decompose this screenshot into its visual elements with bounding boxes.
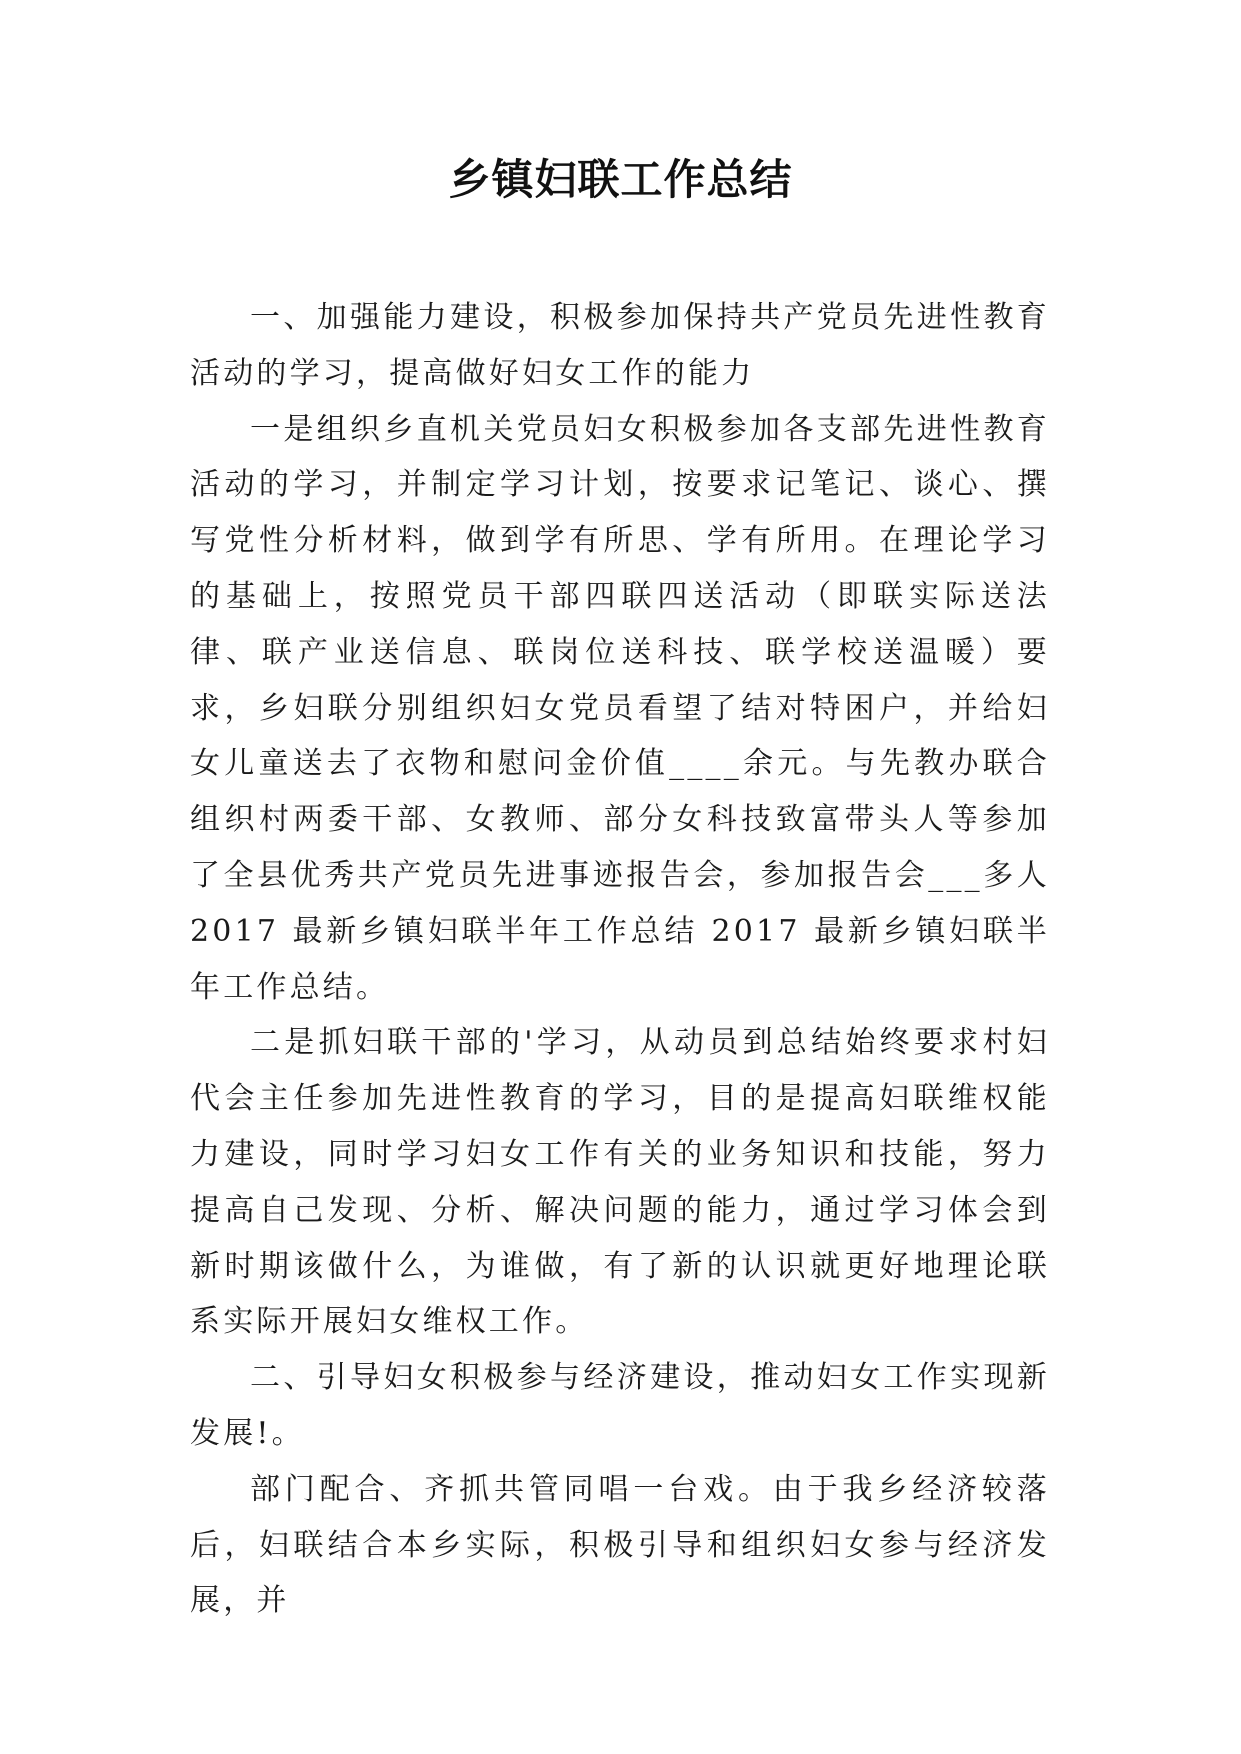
document-body (190, 290, 1050, 1629)
document-title: 乡镇妇联工作总结 (448, 155, 793, 204)
paragraph-section-two-heading: 二、引导妇女积极参与经济建设，推动妇女工作实现新发展!。 (190, 1360, 1050, 1451)
paragraph-department-cooperation: 部门配合、齐抓共管同唱一台戏。由于我乡经济较落后，妇联结合本乡实际，积极引导和组织妇女参与经济发展，并 (190, 1471, 1050, 1619)
paragraph-point-one: 一是组织乡直机关党员妇女积极参加各支部先进性教育活动的学习，并制定学习计划，按要求记笔记、谈心、撰写党性分析材料，做到学有所思、学有所用。在理论学习的基础上，按照党员干部四联四送活动（即联实际送法律、联产业送信息、联岗位送科技、联学校送温暖）要求，乡妇联分别组织妇女党员看望了结对特困户，并给妇女儿童送去了衣物和慰问金价值____余元。与先教办联合组织村两委干部、女教师、部分女科技致富带头人等参加了全县优秀共产党员先进事迹报告会，参加报告会___多人 2017 最新乡镇妇联半年工作总结 2017 最新乡镇妇联半年工作总结。 (190, 411, 1050, 1005)
paragraph-section-one-heading: 一、加强能力建设，积极参加保持共产党员先进性教育活动的学习，提高做好妇女工作的能力 (190, 300, 1050, 391)
paragraph-point-two: 二是抓妇联干部的'学习，从动员到总结始终要求村妇代会主任参加先进性教育的学习，目的是提高妇联维权能力建设，同时学习妇女工作有关的业务知识和技能，努力提高自己发现、分析、解决问题的能力，通过学习体会到新时期该做什么，为谁做，有了新的认识就更好地理论联系实际开展妇女维权工作。 (190, 1025, 1050, 1340)
